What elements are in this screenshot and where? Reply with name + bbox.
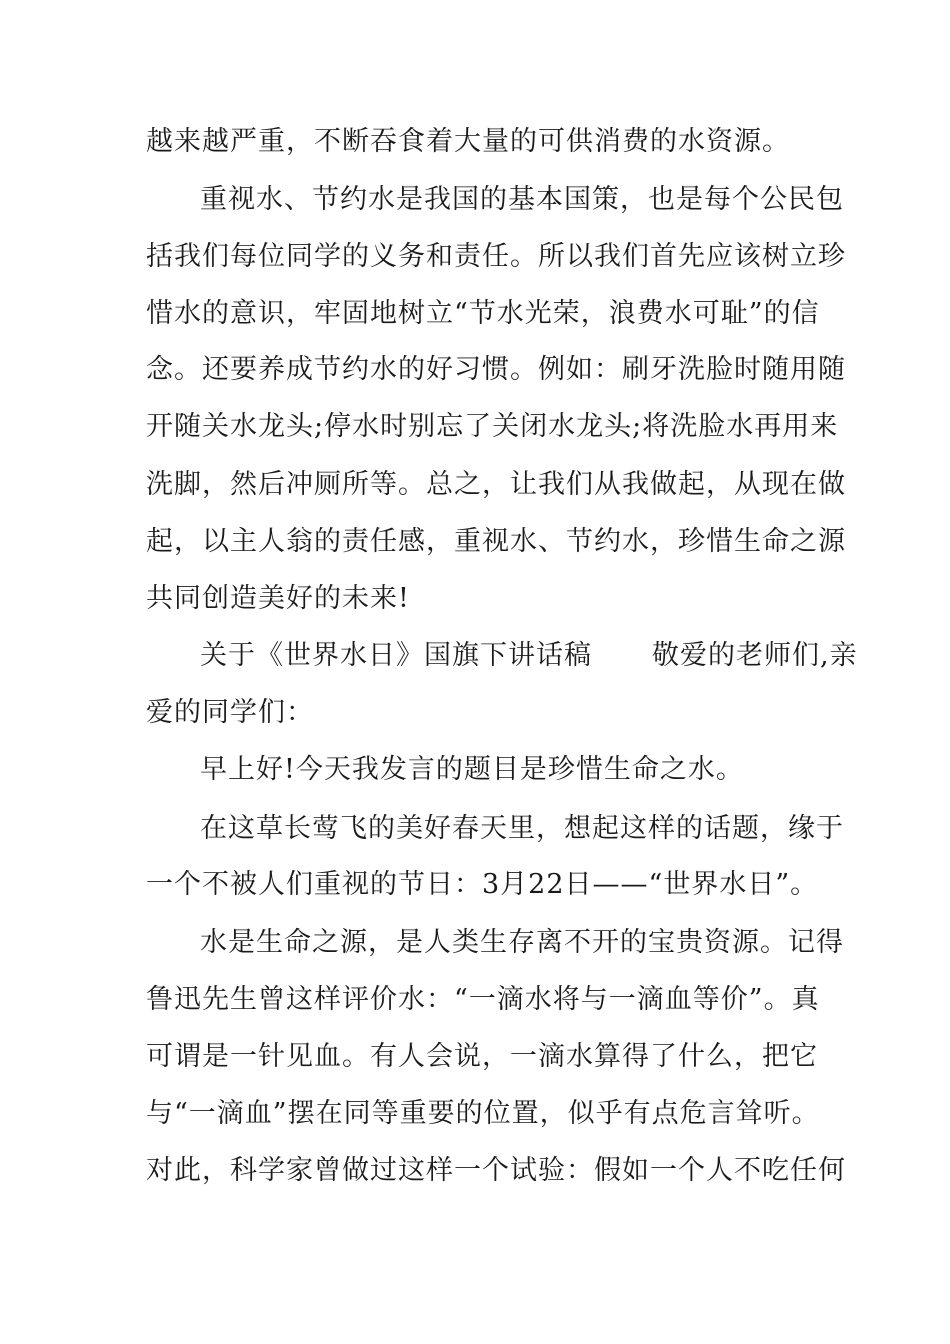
text-line: 洗脚，然后冲厕所等。总之，让我们从我做起，从现在做 xyxy=(146,469,846,500)
text-line: 括我们每位同学的义务和责任。所以我们首先应该树立珍 xyxy=(146,241,846,272)
speech-title: 关于《世界水日》国旗下讲话稿 xyxy=(200,640,592,671)
text-line: 共同创造美好的未来! xyxy=(146,583,410,614)
text-line: 与“一滴血”摆在同等重要的位置，似乎有点危言耸听。 xyxy=(146,1098,820,1129)
text-line: 早上好!今天我发言的题目是珍惜生命之水。 xyxy=(200,754,744,785)
text-line: 念。还要养成节约水的好习惯。例如：刷牙洗脸时随用随 xyxy=(146,354,846,385)
text-line: 鲁迅先生曾这样评价水：“一滴水将与一滴血等价”。真 xyxy=(146,984,820,1015)
text-line: 可谓是一针见血。有人会说，一滴水算得了什么，把它 xyxy=(146,1041,818,1072)
text-line: 起，以主人翁的责任感，重视水、节约水，珍惜生命之源 xyxy=(146,526,846,557)
text-line: 越来越严重，不断吞食着大量的可供消费的水资源。 xyxy=(146,126,790,157)
text-line: 爱的同学们： xyxy=(146,697,314,728)
salutation-start: 敬爱的老师们,亲 xyxy=(652,640,858,671)
text-line: 水是生命之源，是人类生存离不开的宝贵资源。记得 xyxy=(200,927,844,958)
text-line: 惜水的意识，牢固地树立“节水光荣，浪费水可耻”的信 xyxy=(146,298,820,329)
speech-title-line xyxy=(200,638,858,674)
text-line: 在这草长莺飞的美好春天里，想起这样的话题，缘于 xyxy=(200,813,844,844)
text-line: 重视水、节约水是我国的基本国策，也是每个公民包 xyxy=(200,184,844,215)
text-line: 一个不被人们重视的节日：3月22日——“世界水日”。 xyxy=(146,869,819,900)
text-line: 对此，科学家曾做过这样一个试验：假如一个人不吃任何 xyxy=(146,1155,846,1186)
text-line: 开随关水龙头;停水时别忘了关闭水龙头;将洗脸水再用来 xyxy=(146,411,839,442)
